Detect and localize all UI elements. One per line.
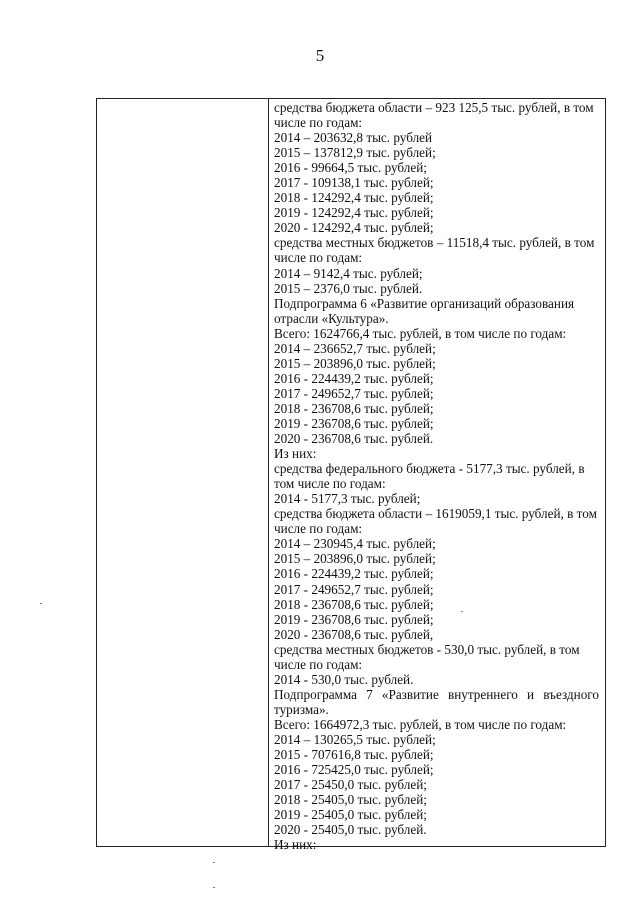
- text-word: 7: [366, 686, 373, 702]
- text-line: 2018 - 236708,6 тыс. рублей;: [274, 400, 434, 416]
- scan-speck: [213, 862, 215, 863]
- text-word: и: [527, 686, 535, 702]
- text-line: 2017 - 249652,7 тыс. рублей;: [274, 385, 434, 401]
- text-line: средства федерального бюджета - 5177,3 тыс. рублей, в: [274, 461, 585, 477]
- text-line: 2017 - 109138,1 тыс. рублей;: [274, 175, 434, 191]
- text-line: 2014 - 530,0 тыс. рублей.: [274, 671, 414, 687]
- text-line: туризма».: [274, 701, 329, 717]
- text-line: 2015 – 203896,0 тыс. рублей;: [274, 355, 436, 371]
- text-line: 2016 - 99664,5 тыс. рублей;: [274, 160, 427, 176]
- text-line: 2016 - 725425,0 тыс. рублей;: [274, 762, 434, 778]
- text-line: 2014 – 130265,5 тыс. рублей;: [274, 731, 436, 747]
- text-line: числе по годам:: [274, 115, 363, 131]
- text-line: Всего: 1664972,3 тыс. рублей, в том числе по годам:: [274, 716, 567, 732]
- text-line: 2015 – 203896,0 тыс. рублей;: [274, 551, 436, 567]
- text-line: 2019 - 25405,0 тыс. рублей;: [274, 807, 427, 823]
- text-word: «Развитие: [381, 686, 439, 702]
- text-word: Подпрограмма: [274, 686, 358, 702]
- text-line: 2019 - 124292,4 тыс. рублей;: [274, 205, 434, 221]
- text-line: 2014 – 203632,8 тыс. рублей: [274, 130, 433, 146]
- budget-table: [96, 98, 606, 853]
- text-line: отрасли «Культура».: [274, 310, 389, 326]
- text-word: въездного: [543, 686, 599, 702]
- text-line: 2020 - 236708,6 тыс. рублей,: [274, 626, 434, 642]
- scan-speck: [213, 887, 215, 888]
- text-line: 2019 - 236708,6 тыс. рублей;: [274, 415, 434, 431]
- text-line: 2014 - 5177,3 тыс. рублей;: [274, 491, 421, 507]
- text-line: 2020 - 124292,4 тыс. рублей;: [274, 220, 434, 236]
- text-line: средства местных бюджетов - 530,0 тыс. рублей, в том: [274, 641, 580, 657]
- text-line: Из них:: [274, 837, 317, 853]
- text-line: 2020 - 236708,6 тыс. рублей.: [274, 431, 434, 447]
- text-line: 2020 - 25405,0 тыс. рублей.: [274, 822, 427, 838]
- funding-text-cell: [274, 100, 599, 852]
- text-line: 2016 - 224439,2 тыс. рублей;: [274, 566, 434, 582]
- text-line: 2014 – 9142,4 тыс. рублей;: [274, 265, 423, 281]
- text-line: 2018 - 25405,0 тыс. рублей;: [274, 792, 427, 808]
- text-line: 2018 - 124292,4 тыс. рублей;: [274, 190, 434, 206]
- text-line: [274, 687, 599, 702]
- text-line: 2014 – 230945,4 тыс. рублей;: [274, 536, 436, 552]
- text-line: 2015 – 2376,0 тыс. рублей.: [274, 280, 423, 296]
- column-divider: [268, 99, 269, 846]
- text-line: Подпрограмма 6 «Развитие организаций образования: [274, 295, 575, 311]
- text-line: средства местных бюджетов – 11518,4 тыс. рублей, в том: [274, 235, 595, 251]
- text-line: 2018 - 236708,6 тыс. рублей;: [274, 596, 434, 612]
- text-line: Всего: 1624766,4 тыс. рублей, в том числе по годам:: [274, 325, 567, 341]
- text-line: числе по годам:: [274, 250, 363, 266]
- text-line: средства бюджета области – 923 125,5 тыс. рублей, в том: [274, 100, 594, 115]
- text-line: 2016 - 224439,2 тыс. рублей;: [274, 370, 434, 386]
- text-line: 2017 - 25450,0 тыс. рублей;: [274, 777, 427, 793]
- text-line: 2019 - 236708,6 тыс. рублей;: [274, 611, 434, 627]
- text-line: 2015 - 707616,8 тыс. рублей;: [274, 747, 434, 763]
- text-line: 2015 – 137812,9 тыс. рублей;: [274, 145, 436, 161]
- scan-speck: [461, 611, 463, 612]
- text-line: числе по годам:: [274, 521, 363, 537]
- text-line: Из них:: [274, 446, 317, 462]
- text-line: средства бюджета области – 1619059,1 тыс. рублей, в том: [274, 506, 597, 522]
- text-word: внутреннего: [447, 686, 518, 702]
- text-line: числе по годам:: [274, 656, 363, 672]
- text-line: том числе по годам:: [274, 476, 386, 492]
- page-number: 5: [315, 46, 325, 65]
- text-line: 2017 - 249652,7 тыс. рублей;: [274, 581, 434, 597]
- text-line: 2014 – 236652,7 тыс. рублей;: [274, 340, 436, 356]
- scan-speck: [40, 603, 42, 604]
